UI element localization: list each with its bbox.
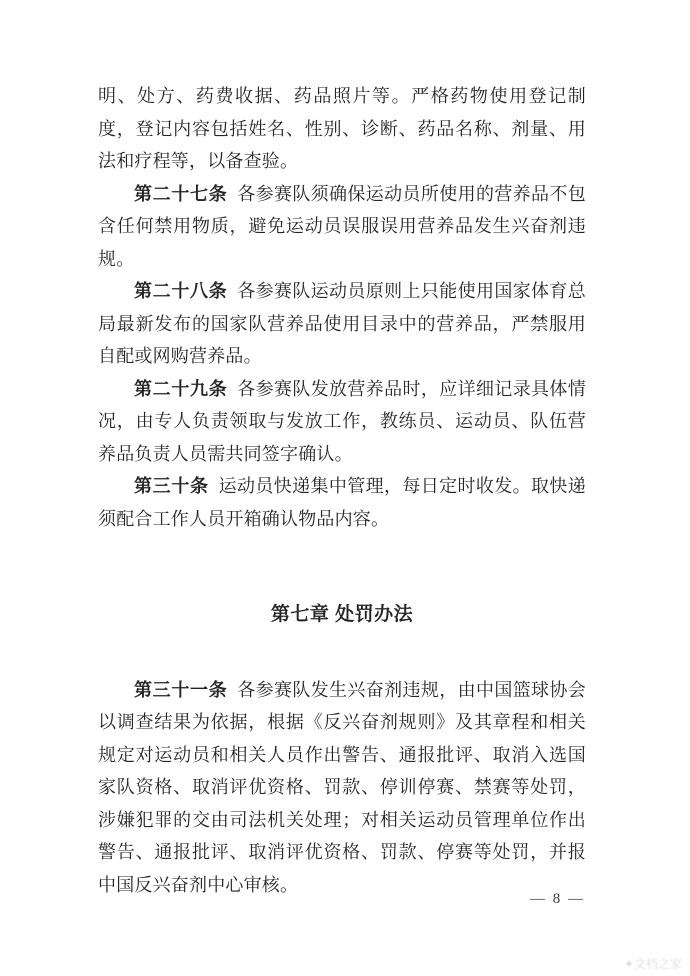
article-text: 运动员快递集中管理，每日定时收发。取快递须配合工作人员开箱确认物品内容。 <box>98 476 587 529</box>
watermark: ✦文档之家 <box>623 957 682 971</box>
section-chapter-seven <box>98 674 586 902</box>
body-paragraph <box>98 373 586 471</box>
article-text: 各参赛队发生兴奋剂违规，由中国篮球协会以调查结果为依据，根据《反兴奋剂规则》及其章程和相关规定对运动员和相关人员作出警告、通报批评、取消入选国家队资格、取消评优资格、罚款、停训停赛、禁赛等处罚，涉嫌犯罪的交由司法机关处理；对相关运动员管理单位作出警告、通报批评、取消评优资格、罚款、停赛等处罚，并报中国反兴奋剂中心审核。 <box>98 679 586 895</box>
section-body <box>98 80 586 535</box>
article-number: 第二十八条 <box>134 281 228 301</box>
body-paragraph <box>98 80 586 178</box>
article-text: 明、处方、药费收据、药品照片等。严格药物使用登记制度，登记内容包括姓名、性别、诊断、药品名称、剂量、用法和疗程等，以备查验。 <box>98 86 586 171</box>
text-column <box>98 80 586 901</box>
article-number: 第三十条 <box>134 476 209 496</box>
article-number: 第二十九条 <box>134 378 228 399</box>
article-number: 第三十一条 <box>134 679 228 700</box>
article-number: 第二十七条 <box>134 183 228 204</box>
body-paragraph <box>98 674 586 902</box>
body-paragraph <box>98 275 586 373</box>
body-paragraph <box>98 470 586 535</box>
article-text: 各参赛队发放营养品时，应详细记录具体情况，由专人负责领取与发放工作，教练员、运动员、队伍营养品负责人员需共同签字确认。 <box>98 378 586 464</box>
article-text: 各参赛队运动员原则上只能使用国家体育总局最新发布的国家队营养品使用目录中的营养品，严禁服用自配或网购营养品。 <box>98 281 586 366</box>
page-number: — 8 — <box>530 891 585 907</box>
article-text: 各参赛队须确保运动员所使用的营养品不包含任何禁用物质，避免运动员误服误用营养品发生兴奋剂违规。 <box>98 183 586 269</box>
chapter-heading: 第七章 处罚办法 <box>270 604 414 625</box>
body-paragraph <box>98 178 586 276</box>
